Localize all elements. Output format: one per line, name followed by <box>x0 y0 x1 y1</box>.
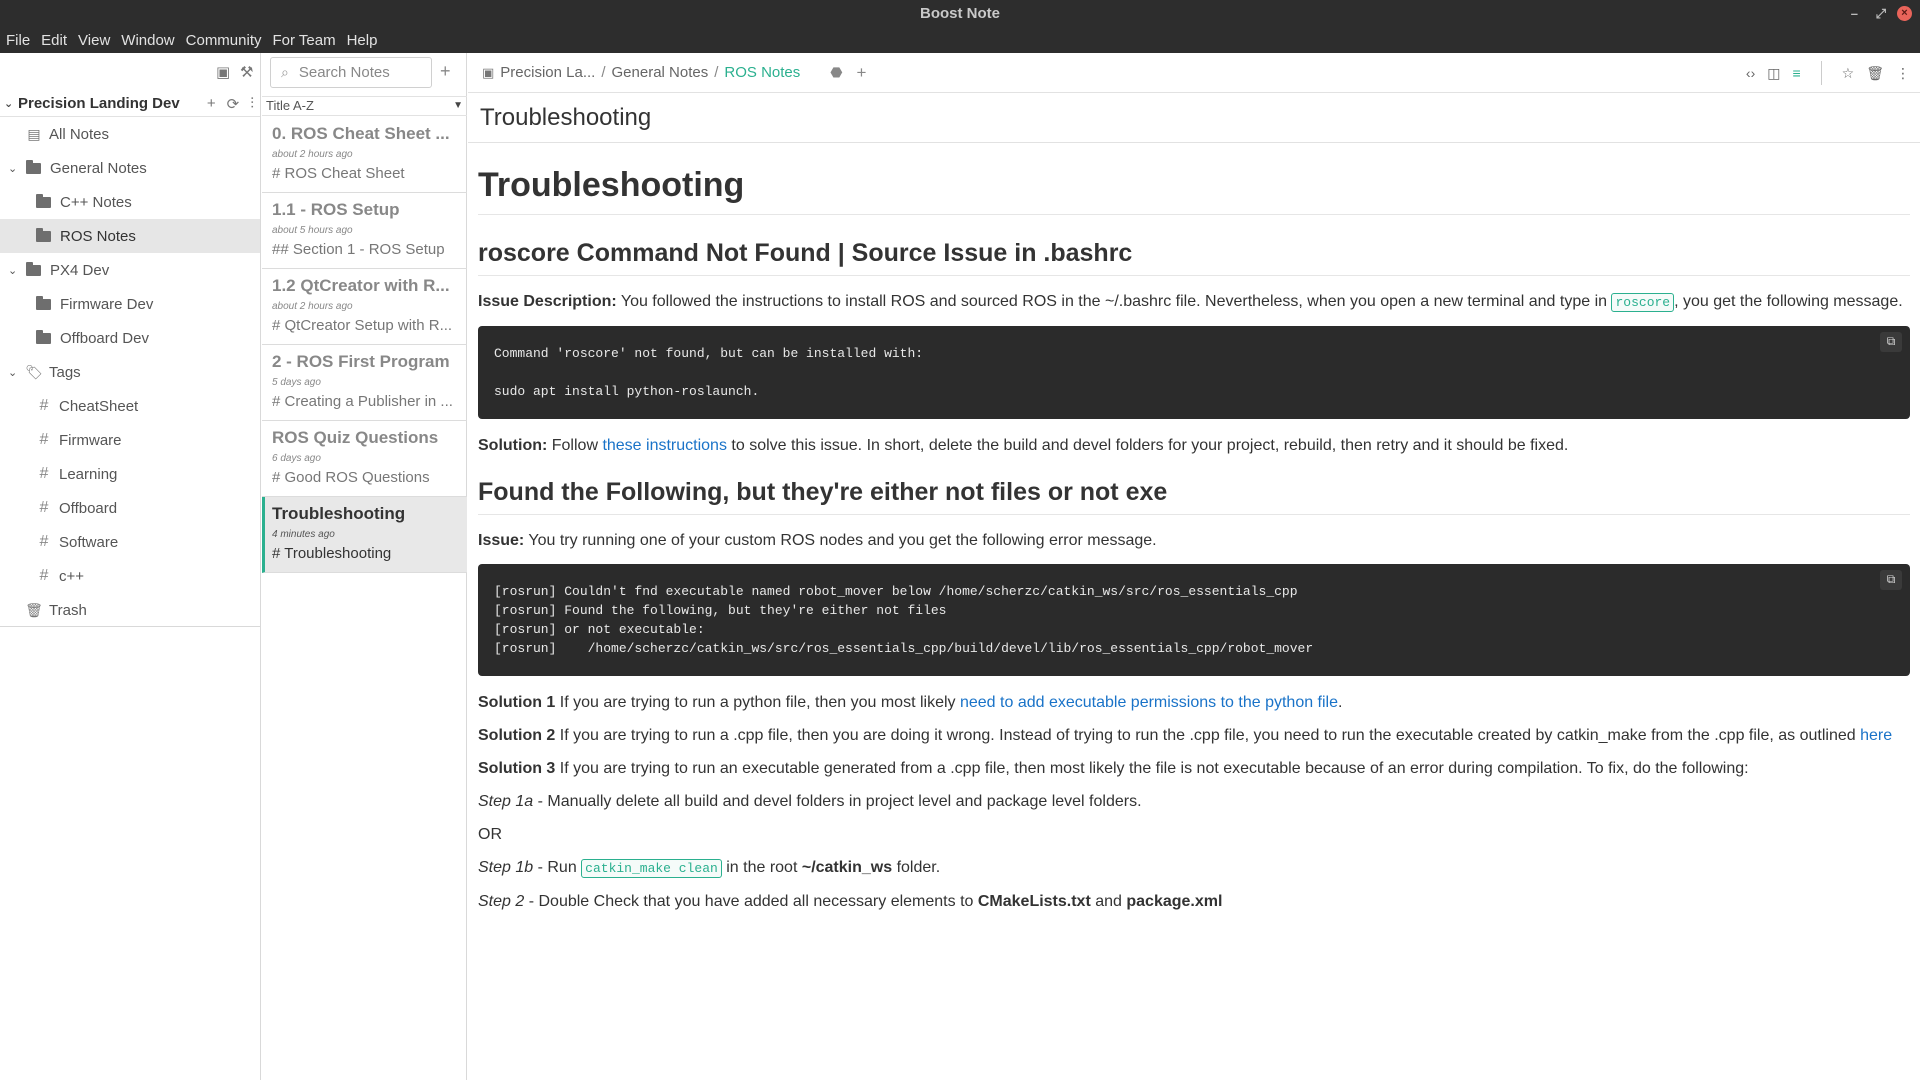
text: - Run <box>533 859 582 876</box>
folder-icon <box>36 333 51 344</box>
doc-paragraph <box>478 531 1910 551</box>
text: You try running one of your custom ROS nodes and you get the following error message. <box>524 532 1157 549</box>
tags-icon: 🏷 <box>25 363 43 380</box>
link[interactable]: here <box>1860 727 1893 744</box>
sidebar-item-tag-firmware[interactable] <box>0 423 260 457</box>
sidebar-item-tag-learning[interactable] <box>0 457 260 491</box>
doc-paragraph <box>478 858 1910 879</box>
sidebar-item-tag-cpp[interactable] <box>0 559 260 593</box>
search-placeholder: Search Notes <box>298 64 390 81</box>
folder-icon <box>36 197 51 208</box>
code-content: Command 'roscore' not found, but can be installed with: sudo apt install python-roslaunch. <box>494 346 924 399</box>
text: and <box>1090 893 1127 910</box>
list-item[interactable] <box>262 421 467 497</box>
doc-paragraph <box>478 759 1910 779</box>
bold-text: Solution: <box>478 437 548 454</box>
doc-heading-2: roscore Command Not Found | Source Issue in .bashrc <box>478 238 1910 276</box>
bold-text: Solution 3 <box>478 760 556 777</box>
bold-text: package.xml <box>1126 893 1223 910</box>
hash-icon: # <box>39 465 49 482</box>
text: If you are trying to run a .cpp file, then you are doing it wrong. Instead of trying to run the .cpp file, you need to run the executable created by catkin_make from the .cpp file, as outlined <box>555 727 1861 744</box>
search-input[interactable] <box>270 57 432 88</box>
sidebar-item-label: General Notes <box>50 159 147 177</box>
menu-community[interactable]: Community <box>185 31 262 49</box>
text: folder. <box>892 859 941 876</box>
workspace-header[interactable] <box>0 91 260 117</box>
breadcrumb-separator: / <box>714 64 719 81</box>
sidebar-item-cpp-notes[interactable] <box>0 185 260 219</box>
sidebar-item-label: ROS Notes <box>60 227 136 245</box>
note-preview: # QtCreator Setup with R... <box>272 317 453 334</box>
note-title: ROS Quiz Questions <box>272 428 439 447</box>
trash-icon: 🗑 <box>25 601 43 618</box>
doc-paragraph <box>478 693 1910 713</box>
note-title: 1.2 QtCreator with R... <box>272 276 450 295</box>
text: If you are trying to run an executable generated from a .cpp file, then most likely the file is not executable because of an error during compilation. To fix, do the following: <box>555 760 1749 777</box>
note-date: about 5 hours ago <box>272 225 353 236</box>
folder-icon <box>26 163 41 174</box>
bold-text: Solution 2 <box>478 727 556 744</box>
bold-text: CMakeLists.txt <box>977 893 1091 910</box>
sidebar-item-label: C++ Notes <box>60 193 132 211</box>
sidebar-item-label: Software <box>59 533 119 551</box>
sort-select[interactable] <box>262 96 467 116</box>
menu-window[interactable]: Window <box>121 31 175 49</box>
divider <box>1821 61 1822 85</box>
text: , you get the following message. <box>1674 293 1903 310</box>
text: You followed the instructions to install ROS and sourced ROS in the ~/.bashrc file. Nevertheless, when you open a new terminal and type in <box>616 293 1612 310</box>
list-item[interactable] <box>262 269 467 345</box>
bold-text: ~/catkin_ws <box>801 859 893 876</box>
note-title: 0. ROS Cheat Sheet ... <box>272 124 450 143</box>
note-title: 1.1 - ROS Setup <box>272 200 400 219</box>
folder-icon <box>26 265 41 276</box>
note-title-input[interactable] <box>468 93 1920 143</box>
sidebar-item-all-notes[interactable] <box>0 117 260 151</box>
link[interactable]: these instructions <box>602 437 727 454</box>
new-doc-icon[interactable]: ▣ <box>216 64 231 81</box>
add-tag-icon[interactable]: + <box>856 62 867 82</box>
hash-icon: # <box>39 499 49 516</box>
sidebar-toolbar <box>0 53 260 91</box>
note-date: 5 days ago <box>272 377 321 388</box>
note-date: about 2 hours ago <box>272 301 353 312</box>
note-preview: # Troubleshooting <box>272 545 392 562</box>
menu-help[interactable]: Help <box>346 31 378 49</box>
sidebar-item-offboard-dev[interactable] <box>0 321 260 355</box>
italic-text: Step 2 <box>478 893 525 910</box>
text: . <box>1338 694 1343 711</box>
sidebar-item-label: Offboard Dev <box>60 329 149 347</box>
menu-for-team[interactable]: For Team <box>272 31 336 49</box>
star-icon[interactable]: ☆ <box>1841 64 1855 81</box>
note-date: about 2 hours ago <box>272 149 353 160</box>
sidebar-item-label: Firmware Dev <box>60 295 154 313</box>
menu-view[interactable]: View <box>78 31 111 49</box>
breadcrumb-workspace[interactable]: Precision La... <box>500 64 596 81</box>
sidebar-item-label: CheatSheet <box>59 397 139 415</box>
breadcrumb-separator: / <box>601 64 606 81</box>
note-preview: ## Section 1 - ROS Setup <box>272 241 445 258</box>
list-item-active[interactable] <box>262 497 467 573</box>
chevron-down-icon[interactable]: ⌄ <box>8 162 18 175</box>
sidebar-item-tags[interactable] <box>0 355 260 389</box>
sidebar-item-label: Offboard <box>59 499 118 517</box>
text: Follow <box>547 437 603 454</box>
sidebar-item-label: Firmware <box>59 431 122 449</box>
doc-paragraph <box>478 792 1910 812</box>
sidebar-item-label: Learning <box>59 465 118 483</box>
hash-icon: # <box>39 567 49 584</box>
note-preview: # Good ROS Questions <box>272 469 430 486</box>
note-preview: # ROS Cheat Sheet <box>272 165 405 182</box>
breadcrumb-subfolder[interactable]: ROS Notes <box>724 64 801 81</box>
sidebar-item-tag-cheatsheet[interactable] <box>0 389 260 423</box>
tools-icon[interactable]: ⚒ <box>240 64 254 81</box>
more-icon[interactable]: ⋮ <box>1896 64 1910 81</box>
hash-icon: # <box>39 533 49 550</box>
folder-icon <box>36 299 51 310</box>
window-title: Boost Note <box>920 5 1000 22</box>
note-title-value: Troubleshooting <box>480 103 652 131</box>
sidebar-item-firmware-dev[interactable] <box>0 287 260 321</box>
text: If you are trying to run a python file, then you most likely <box>555 694 960 711</box>
list-item[interactable] <box>262 345 467 421</box>
split-view-icon[interactable]: ◫ <box>1767 64 1781 81</box>
note-date: 6 days ago <box>272 453 321 464</box>
add-note-button[interactable]: + <box>440 61 451 81</box>
text: to solve this issue. In short, delete the build and devel folders for your project, rebuild, then retry and it should be fixed. <box>726 437 1569 454</box>
chevron-down-icon[interactable]: ⌄ <box>8 366 18 379</box>
code-block <box>478 326 1910 419</box>
hash-icon: # <box>39 431 49 448</box>
menu-edit[interactable]: Edit <box>41 31 68 49</box>
doc-paragraph <box>478 726 1910 746</box>
note-date: 4 minutes ago <box>272 529 335 540</box>
text: - Manually delete all build and devel folders in project level and package level folders. <box>533 793 1142 810</box>
sidebar-item-trash[interactable] <box>0 593 260 627</box>
divider <box>0 626 261 627</box>
code-content: [rosrun] Couldn't fnd executable named robot_mover below /home/scherzc/catkin_ws/src/ros_essentials_cpp [rosrun] Found the following, but they're either not files [rosrun] or not executable: [rosrun] /home/scherzc/catkin_ws/src/ros_essentials_cpp/build/devel/lib/ros_essentials_cpp/robot_mover <box>494 584 1314 656</box>
sidebar-item-ros-notes[interactable] <box>0 219 260 253</box>
breadcrumb-folder[interactable]: General Notes <box>611 64 709 81</box>
link[interactable]: need to add executable permissions to the python file <box>959 694 1339 711</box>
notes-icon: ▤ <box>27 125 41 142</box>
doc-paragraph <box>478 892 1910 912</box>
notes-list <box>262 117 467 573</box>
sidebar-item-label: c++ <box>59 567 85 585</box>
search-icon: ⌕ <box>281 64 289 80</box>
menu-bar <box>0 27 1920 53</box>
sidebar-item-label: Tags <box>49 363 81 381</box>
note-list <box>262 53 467 1080</box>
editor-toolbar <box>468 53 1920 93</box>
sync-icon[interactable]: ⟳ <box>226 95 240 113</box>
italic-text: Step 1b <box>478 859 534 876</box>
inline-code: catkin_make clean <box>581 859 722 878</box>
folder-open-icon <box>36 231 51 242</box>
italic-text: Step 1a <box>478 793 534 810</box>
editor-pane <box>468 53 1920 1080</box>
doc-paragraph: OR <box>478 826 502 843</box>
menu-file[interactable]: File <box>6 31 31 49</box>
list-item[interactable] <box>262 117 467 193</box>
note-title: 2 - ROS First Program <box>272 352 450 371</box>
preview-view-icon[interactable]: ≡ <box>1792 65 1801 81</box>
workspace-icon: ▣ <box>482 64 495 80</box>
tag-icon[interactable]: ⬣ <box>830 64 843 80</box>
bold-text: Issue Description: <box>478 293 617 310</box>
copy-icon[interactable]: ⧉ <box>1880 570 1902 590</box>
workspace-name: Precision Landing Dev <box>18 95 180 112</box>
sidebar-item-px4-dev[interactable] <box>0 253 260 287</box>
chevron-down-icon[interactable]: ⌄ <box>4 98 14 110</box>
close-icon[interactable]: × <box>1897 6 1912 21</box>
sort-value: Title A-Z <box>266 98 314 113</box>
bold-text: Issue: <box>478 532 525 549</box>
add-icon[interactable]: + <box>206 94 216 112</box>
doc-paragraph <box>478 292 1910 313</box>
list-item[interactable] <box>262 193 467 269</box>
sidebar-item-tag-offboard[interactable] <box>0 491 260 525</box>
maximize-icon[interactable]: ⤢ <box>1875 6 1886 21</box>
code-block <box>478 564 1910 676</box>
chevron-down-icon[interactable]: ⌄ <box>8 264 18 277</box>
note-preview: # Creating a Publisher in ... <box>272 393 453 410</box>
bold-text: Solution 1 <box>478 694 556 711</box>
sidebar-item-label: Trash <box>49 601 87 619</box>
copy-icon[interactable]: ⧉ <box>1880 332 1902 352</box>
trash-icon[interactable]: 🗑 <box>1866 64 1884 81</box>
doc-paragraph <box>478 436 1910 456</box>
hash-icon: # <box>39 397 49 414</box>
doc-heading-2: Found the Following, but they're either not files or not exe <box>478 477 1910 515</box>
inline-code: roscore <box>1611 293 1674 312</box>
minimize-icon[interactable]: – <box>1850 6 1858 21</box>
sidebar <box>0 53 261 1080</box>
markdown-preview <box>478 165 1910 925</box>
dropdown-arrow-icon: ▼ <box>453 100 463 111</box>
note-title: Troubleshooting <box>272 504 406 523</box>
sidebar-item-label: All Notes <box>49 125 110 143</box>
doc-heading-1: Troubleshooting <box>478 165 1910 215</box>
code-view-icon[interactable]: ‹› <box>1745 65 1756 81</box>
settings-sliders-icon[interactable]: ⫶ <box>250 94 254 112</box>
window-titlebar <box>0 0 1920 27</box>
sidebar-item-general-notes[interactable] <box>0 151 260 185</box>
sidebar-item-tag-software[interactable] <box>0 525 260 559</box>
text: in the root <box>721 859 802 876</box>
text: - Double Check that you have added all necessary elements to <box>524 893 978 910</box>
sidebar-item-label: PX4 Dev <box>50 261 110 279</box>
